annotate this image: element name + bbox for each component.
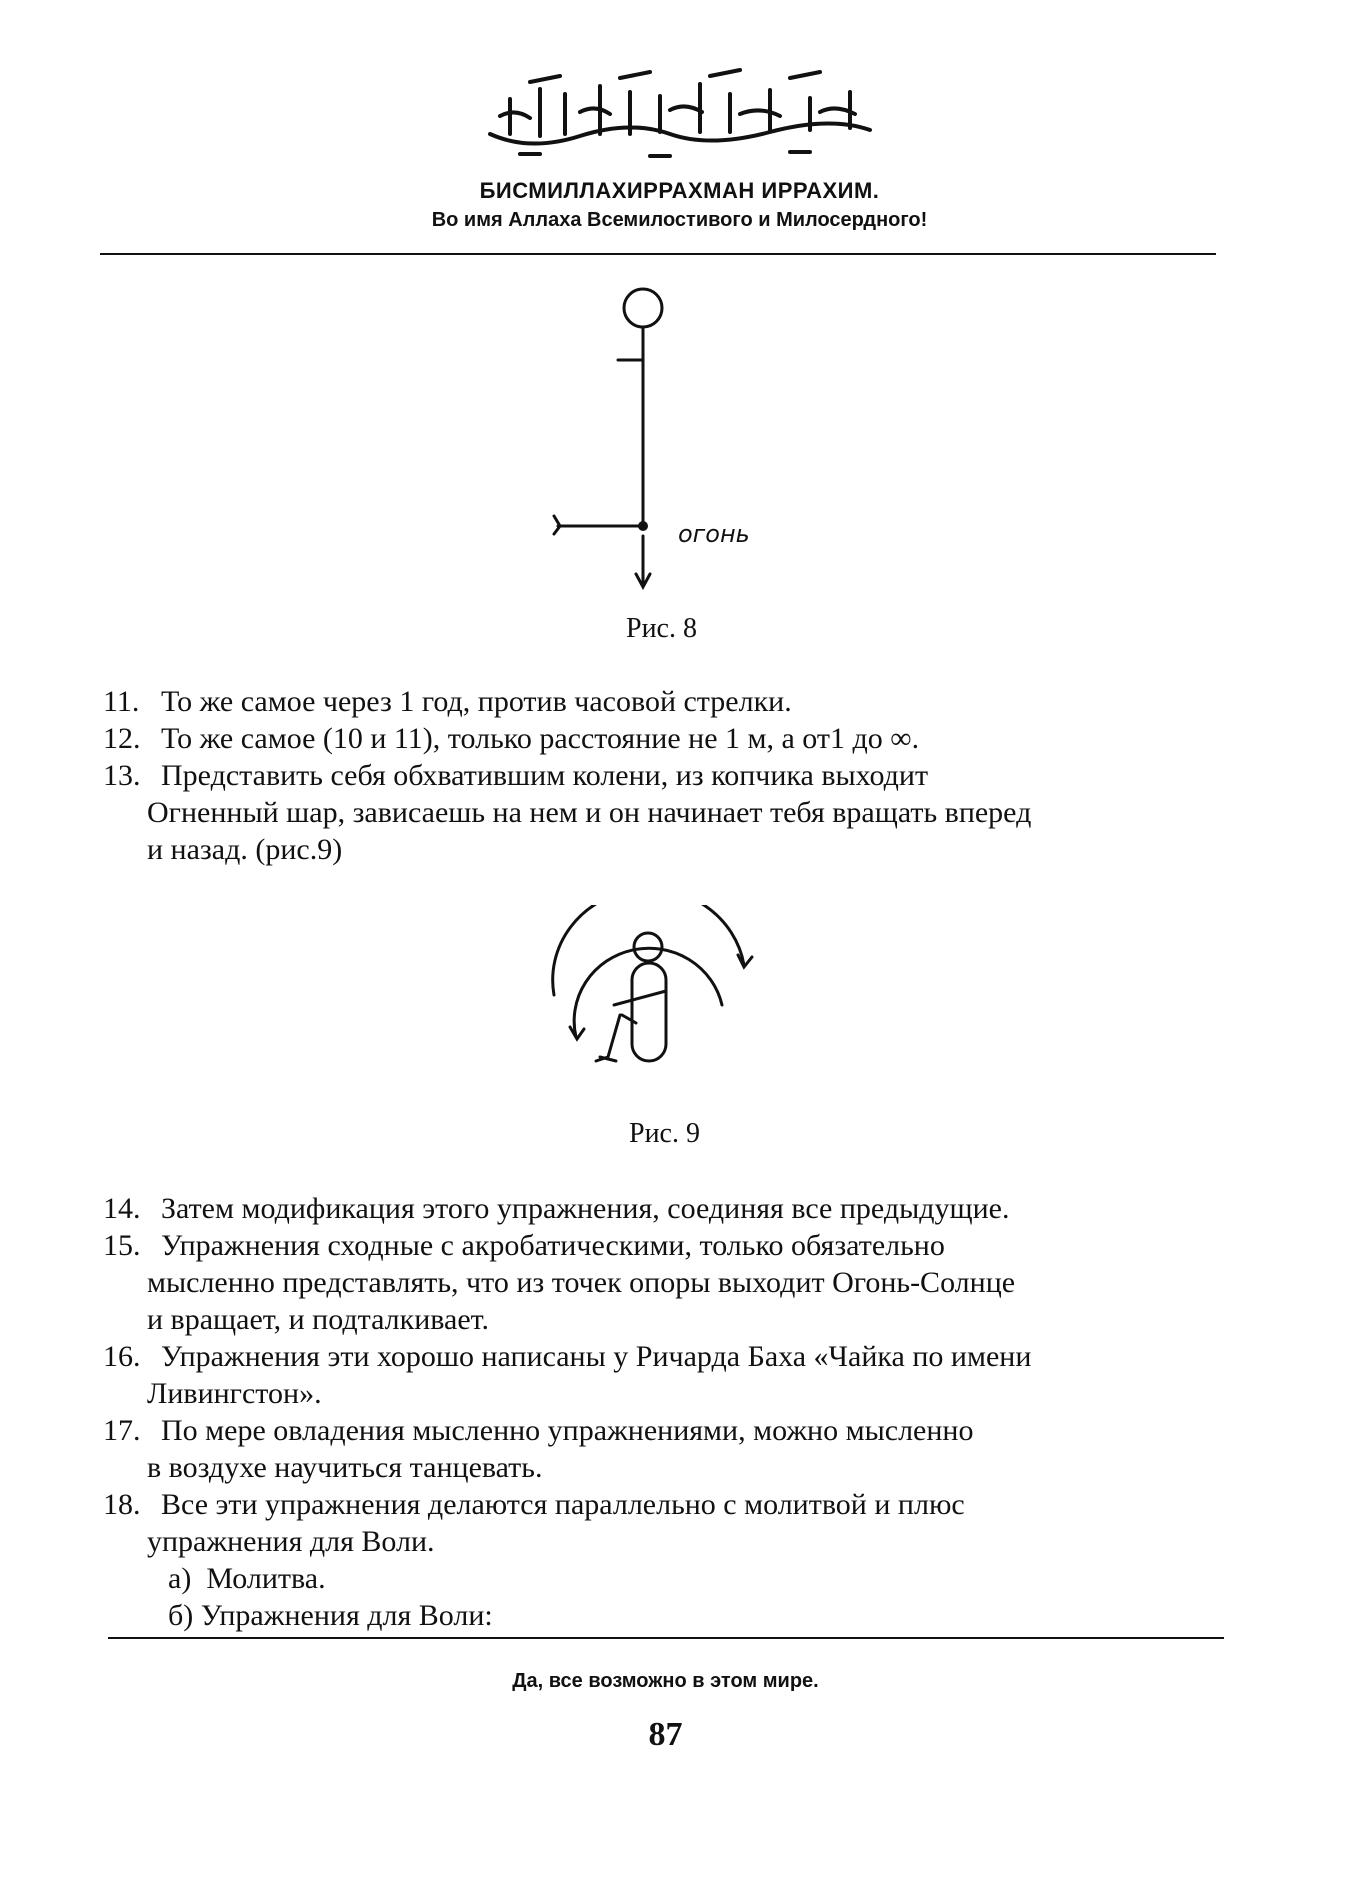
list-item-11	[103, 683, 792, 720]
outer-rotation-arc	[553, 905, 744, 995]
header-subtitle: Во имя Аллаха Всемилостивого и Милосердного!	[431, 209, 928, 231]
header-title: БИСМИЛЛАХИРРАХМАН ИРРАХИМ.	[479, 178, 880, 203]
item-text: Затем модификация этого упражнения, соединяя все предыдущие.	[161, 1192, 1010, 1225]
sub-item-text: Молитва.	[206, 1562, 326, 1595]
figure-arm	[614, 991, 666, 1005]
item-number: 13.	[103, 759, 141, 792]
list-item-17	[103, 1412, 973, 1449]
item-text: Все эти упражнения делаются параллельно с молитвой и плюс	[161, 1488, 965, 1521]
footer-divider	[108, 1637, 1224, 1639]
sub-item-a	[168, 1560, 326, 1597]
item-text: По мере овладения мысленно упражнениями, можно мысленно	[161, 1414, 974, 1447]
item-number: 11.	[103, 685, 140, 718]
list-item-15-line-3: и вращает, и подталкивает.	[147, 1303, 490, 1336]
list-item-16	[103, 1338, 1031, 1375]
header-divider	[100, 253, 1216, 255]
item-number: 17.	[103, 1414, 141, 1447]
list-item-13-line-3: и назад. (рис.9)	[147, 833, 343, 866]
figure-8-diagram	[540, 280, 800, 600]
list-item-14	[103, 1190, 1009, 1227]
figure-body	[632, 963, 666, 1061]
list-item-17-line-2: в воздухе научиться танцевать.	[147, 1451, 543, 1484]
list-item-13-line-2: Огненный шар, зависаешь на нем и он начинает тебя вращать вперед	[147, 796, 1032, 829]
item-number: 16.	[103, 1340, 141, 1373]
footer-motto: Да, все возможно в этом мире.	[512, 1670, 819, 1692]
list-item-16-line-2: Ливингстон».	[147, 1377, 322, 1410]
page-number: 87	[648, 1716, 683, 1753]
fire-label: огонь	[678, 520, 750, 548]
inner-arrowhead	[570, 1027, 584, 1039]
list-item-15-line-2: мысленно представлять, что из точек опоры выходит Огонь-Солнце	[147, 1266, 1016, 1299]
bismillah-calligraphy-logo	[470, 64, 900, 164]
list-item-12	[103, 720, 919, 757]
fire-point	[638, 521, 648, 531]
head-circle	[624, 289, 662, 327]
sub-item-text: Упражнения для Воли:	[200, 1599, 493, 1632]
list-item-13	[103, 757, 928, 794]
item-number: 15.	[103, 1229, 141, 1262]
item-text: Представить себя обхватившим колени, из копчика выходит	[161, 759, 929, 792]
list-item-15	[103, 1227, 945, 1264]
item-number: 18.	[103, 1488, 141, 1521]
sub-item-mark: а)	[168, 1562, 192, 1595]
outer-arrowhead	[738, 955, 752, 967]
figure-legs	[596, 1015, 636, 1061]
figure-9-diagram	[540, 905, 770, 1085]
item-number: 12.	[103, 722, 141, 755]
item-text: Упражнения сходные с акробатическими, только обязательно	[161, 1229, 945, 1262]
item-number: 14.	[103, 1192, 141, 1225]
figure-9-caption: Рис. 9	[629, 1118, 700, 1149]
item-text: То же самое через 1 год, против часовой стрелки.	[161, 685, 792, 718]
list-item-18	[103, 1486, 965, 1523]
sub-item-mark: б)	[168, 1599, 194, 1632]
list-item-18-line-2: упражнения для Воли.	[147, 1525, 435, 1558]
item-text: То же самое (10 и 11), только расстояние не 1 м, а от1 до ∞.	[161, 722, 920, 755]
item-text: Упражнения эти хорошо написаны у Ричарда Баха «Чайка по имени	[161, 1340, 1032, 1373]
sub-item-b	[168, 1597, 493, 1634]
figure-8-caption: Рис. 8	[626, 613, 697, 644]
